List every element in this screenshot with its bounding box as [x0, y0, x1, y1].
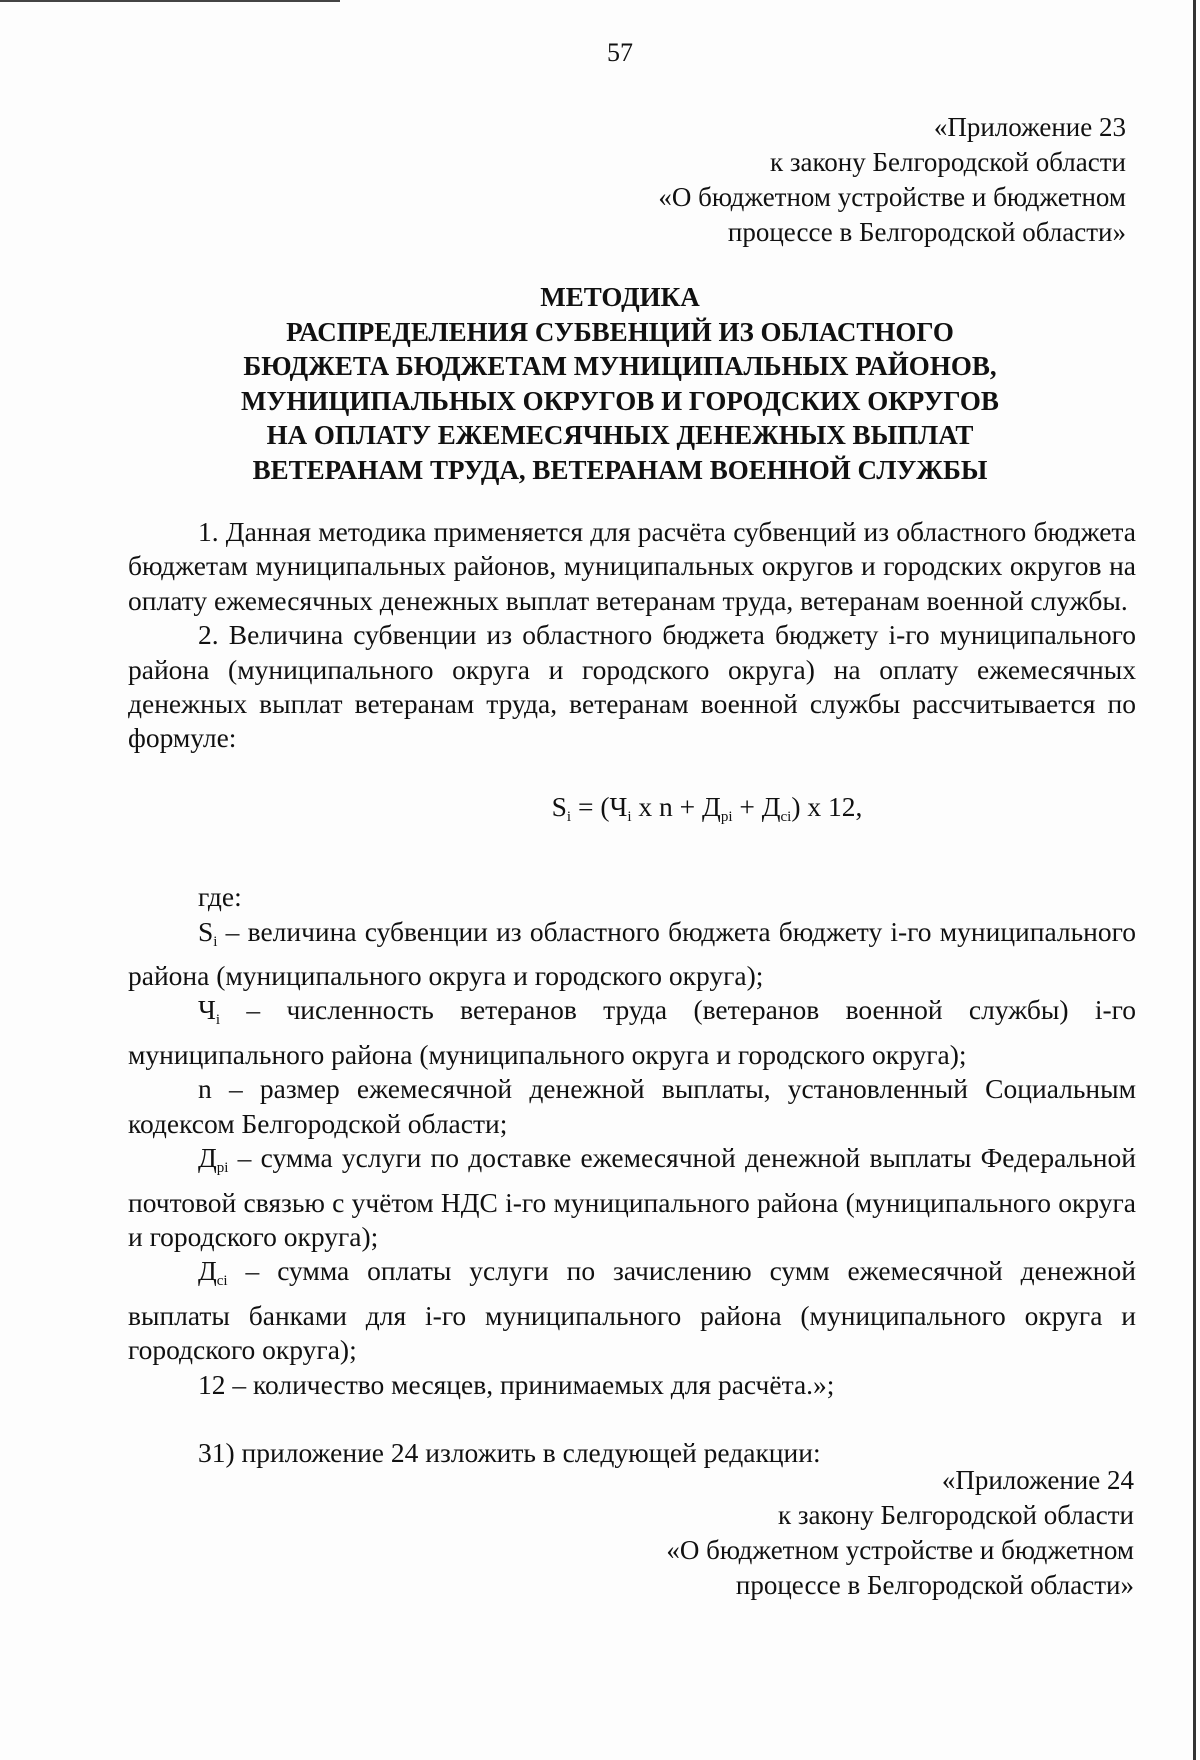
appendix-24-line: «О бюджетном устройстве и бюджетном — [666, 1535, 1134, 1565]
title-line: БЮДЖЕТА БЮДЖЕТАМ МУНИЦИПАЛЬНЫХ РАЙОНОВ, — [243, 351, 997, 381]
appendix-23-line: «Приложение 23 — [933, 112, 1126, 142]
spacer — [128, 1402, 1136, 1436]
paragraph-2: 2. Величина субвенции из областного бюджета бюджету i-го муниципального района (муниципального округа и городского округа) на оплату ежемесячных денежных выплат ветеранам труда, ветеранам военной службы рассчитывается по формуле: — [128, 619, 1136, 754]
definition-months: 12 – количество месяцев, принимаемых для расчёта.»; — [198, 1368, 835, 1400]
formula-part: = (Ч — [571, 790, 628, 822]
where-label: где: — [198, 881, 242, 913]
formula-dc-sub: ci — [780, 808, 792, 825]
def-symbol: S — [198, 915, 214, 947]
appendix-23-line: «О бюджетном устройстве и бюджетном — [658, 182, 1126, 212]
appendix-24-line: процессе в Белгородской области» — [735, 1570, 1134, 1600]
page-number: 57 — [607, 38, 633, 67]
document-body — [128, 515, 1136, 1470]
title-line: РАСПРЕДЕЛЕНИЯ СУБВЕНЦИЙ ИЗ ОБЛАСТНОГО — [286, 316, 954, 347]
formula-part: x n + Д — [631, 790, 721, 822]
scan-edge-top — [0, 0, 340, 2]
subvention-formula — [128, 790, 1136, 834]
formula-part: ) x 12, — [791, 790, 863, 822]
definition-dp — [128, 1141, 1136, 1254]
scan-edge-right — [1193, 0, 1196, 1760]
def-symbol-sub: i — [215, 1012, 221, 1029]
formula-dp-sub: pi — [720, 808, 733, 825]
formula-part: + Д — [732, 790, 781, 822]
def-symbol: Д — [198, 1142, 217, 1174]
def-text: – сумма оплаты услуги по зачислению сумм ежемесячной денежной выплаты банками для i-го муниципального района (муниципального округа и городского округа); — [128, 1255, 1136, 1366]
appendix-23-line: к закону Белгородской области — [770, 147, 1126, 177]
def-text: – сумма услуги по доставке ежемесячной денежной выплаты Федеральной почтовой связью с учётом НДС i-го муниципального района (муниципального округа и городского округа); — [128, 1142, 1136, 1252]
def-symbol-sub: ci — [216, 1273, 228, 1290]
def-symbol: Д — [198, 1255, 217, 1287]
def-text: – величина субвенции из областного бюджета бюджету i-го муниципального района (муниципального округа и городского округа); — [128, 915, 1136, 992]
appendix-24-line: «Приложение 24 — [941, 1465, 1134, 1495]
title-line: ВЕТЕРАНАМ ТРУДА, ВЕТЕРАНАМ ВОЕННОЙ СЛУЖБЫ — [252, 454, 988, 485]
item-31: 31) приложение 24 изложить в следующей редакции: — [198, 1436, 821, 1468]
document-title — [120, 280, 1120, 487]
def-symbol: Ч — [198, 994, 216, 1026]
formula-ch-sub: i — [627, 808, 632, 825]
appendix-23-line: процессе в Белгородской области» — [727, 217, 1126, 247]
def-text: – численность ветеранов труда (ветеранов военной службы) i-го муниципального района (муниципального округа и городского округа); — [128, 994, 1136, 1070]
definition-s — [128, 915, 1136, 994]
appendix-24-line: к закону Белгородской области — [778, 1500, 1134, 1530]
formula-s: S — [551, 790, 567, 822]
title-line: МЕТОДИКА — [540, 282, 700, 312]
appendix-23-header — [658, 110, 1126, 250]
title-line: НА ОПЛАТУ ЕЖЕМЕСЯЧНЫХ ДЕНЕЖНЫХ ВЫПЛАТ — [266, 420, 974, 450]
definition-ch — [128, 993, 1136, 1072]
def-symbol-sub: i — [213, 933, 218, 950]
paragraph-1: 1. Данная методика применяется для расчёта субвенций из областного бюджета бюджетам муниципальных районов, муниципальных округов и городских округов на оплату ежемесячных денежных выплат ветеранам труда, ветеранам военной службы. — [128, 516, 1136, 616]
title-line: МУНИЦИПАЛЬНЫХ ОКРУГОВ И ГОРОДСКИХ ОКРУГОВ — [241, 385, 999, 416]
formula-s-sub: i — [566, 808, 572, 825]
def-symbol-sub: pi — [216, 1160, 229, 1177]
appendix-24-header — [666, 1463, 1134, 1603]
definition-dc — [128, 1254, 1136, 1367]
definition-n: n – размер ежемесячной денежной выплаты, установленный Социальным кодексом Белгородской области; — [128, 1073, 1136, 1139]
